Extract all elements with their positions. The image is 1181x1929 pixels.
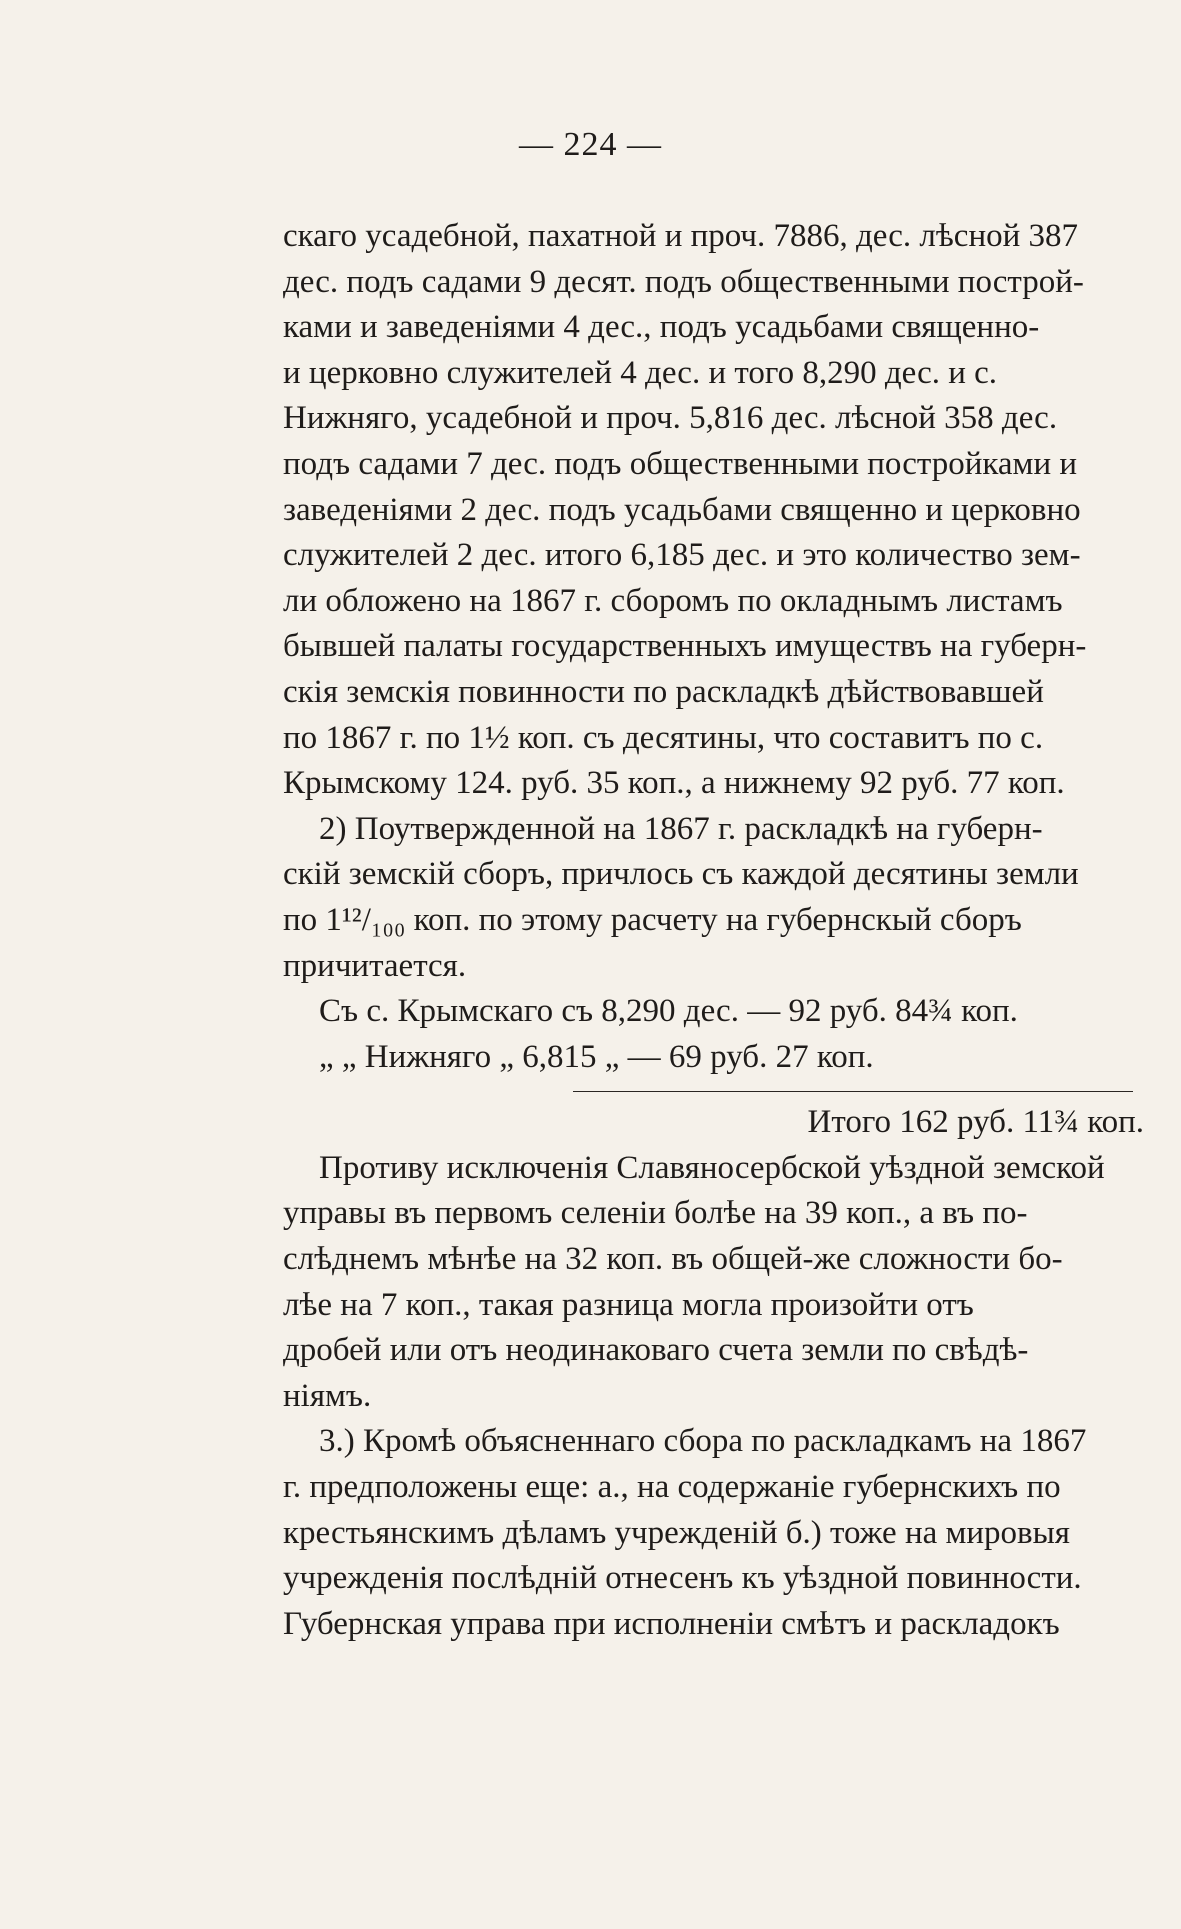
text-line-22: управы въ первомъ селеніи болѣе на 39 коп., а въ по-: [283, 1195, 1028, 1232]
text-line-15: скій земскій сборъ, причлось съ каждой десятины земли: [283, 856, 1079, 893]
text-line-24: лѣе на 7 коп., такая разница могла произойти отъ: [283, 1286, 974, 1323]
total-row: Итого 162 руб. 11¾ коп.: [807, 1104, 1144, 1141]
text-line-16: по 1¹²/₁₀₀ коп. по этому расчету на губернскый сборъ: [283, 901, 1022, 938]
text-line-31: Губернская управа при исполненіи смѣтъ и раскладокъ: [283, 1605, 1060, 1642]
summary-row-1: Съ с. Крымскаго съ 8,290 дес. — 92 руб. 84¾ коп.: [319, 993, 1018, 1030]
text-line-27: 3.) Кромѣ объясненнаго сбора по раскладкамъ на 1867: [319, 1423, 1087, 1460]
summary-row-2: „ „ Нижняго „ 6,815 „ — 69 руб. 27 коп.: [319, 1038, 874, 1075]
text-line-23: слѣднемъ мѣнѣе на 32 коп. въ общей-же сложности бо-: [283, 1241, 1063, 1278]
text-line-13: Крымскому 124. руб. 35 коп., а нижнему 92 руб. 77 коп.: [283, 765, 1065, 802]
text-line-29: крестьянскимъ дѣламъ учрежденій б.) тоже на мировыя: [283, 1514, 1070, 1551]
text-line-14: 2) Поутвержденной на 1867 г. раскладкѣ на губерн-: [319, 810, 1043, 847]
total-rule: [573, 1091, 1133, 1092]
text-line-28: г. предположены еще: а., на содержаніе губернскихъ по: [283, 1469, 1061, 1506]
text-line-21: Противу исключенія Славяносербской уѣздной земской: [319, 1149, 1105, 1186]
text-line-5: Нижняго, усадебной и проч. 5,816 дес. лѣсной 358 дес.: [283, 400, 1058, 437]
text-line-17: причитается.: [283, 947, 467, 984]
text-line-25: дробей или отъ неодинаковаго счета земли по свѣдѣ-: [283, 1332, 1029, 1369]
text-line-11: скія земскія повинности по раскладкѣ дѣйствовавшей: [283, 673, 1044, 710]
text-line-7: заведеніями 2 дес. подъ усадьбами священно и церковно: [283, 491, 1081, 528]
text-line-3: ками и заведеніями 4 дес., подъ усадьбами священно-: [283, 309, 1040, 346]
text-line-9: ли обложено на 1867 г. сборомъ по окладнымъ листамъ: [283, 582, 1063, 619]
text-line-8: служителей 2 дес. итого 6,185 дес. и это количество зем-: [283, 537, 1081, 574]
text-line-2: дес. подъ садами 9 десят. подъ общественными построй-: [283, 263, 1084, 300]
text-line-4: и церковно служителей 4 дес. и того 8,290 дес. и с.: [283, 354, 998, 391]
text-line-30: учрежденія послѣдній отнесенъ къ уѣздной повинности.: [283, 1560, 1082, 1597]
text-line-6: подъ садами 7 дес. подъ общественными постройками и: [283, 445, 1078, 482]
text-line-26: ніямъ.: [283, 1377, 372, 1414]
text-line-12: по 1867 г. по 1½ коп. съ десятины, что составитъ по с.: [283, 719, 1044, 756]
body-text: [283, 214, 1144, 1647]
text-line-10: бывшей палаты государственныхъ имуществъ на губерн-: [283, 628, 1087, 665]
page-number: — 224 —: [519, 126, 662, 163]
text-line-1: скаго усадебной, пахатной и проч. 7886, дес. лѣсной 387: [283, 218, 1079, 254]
